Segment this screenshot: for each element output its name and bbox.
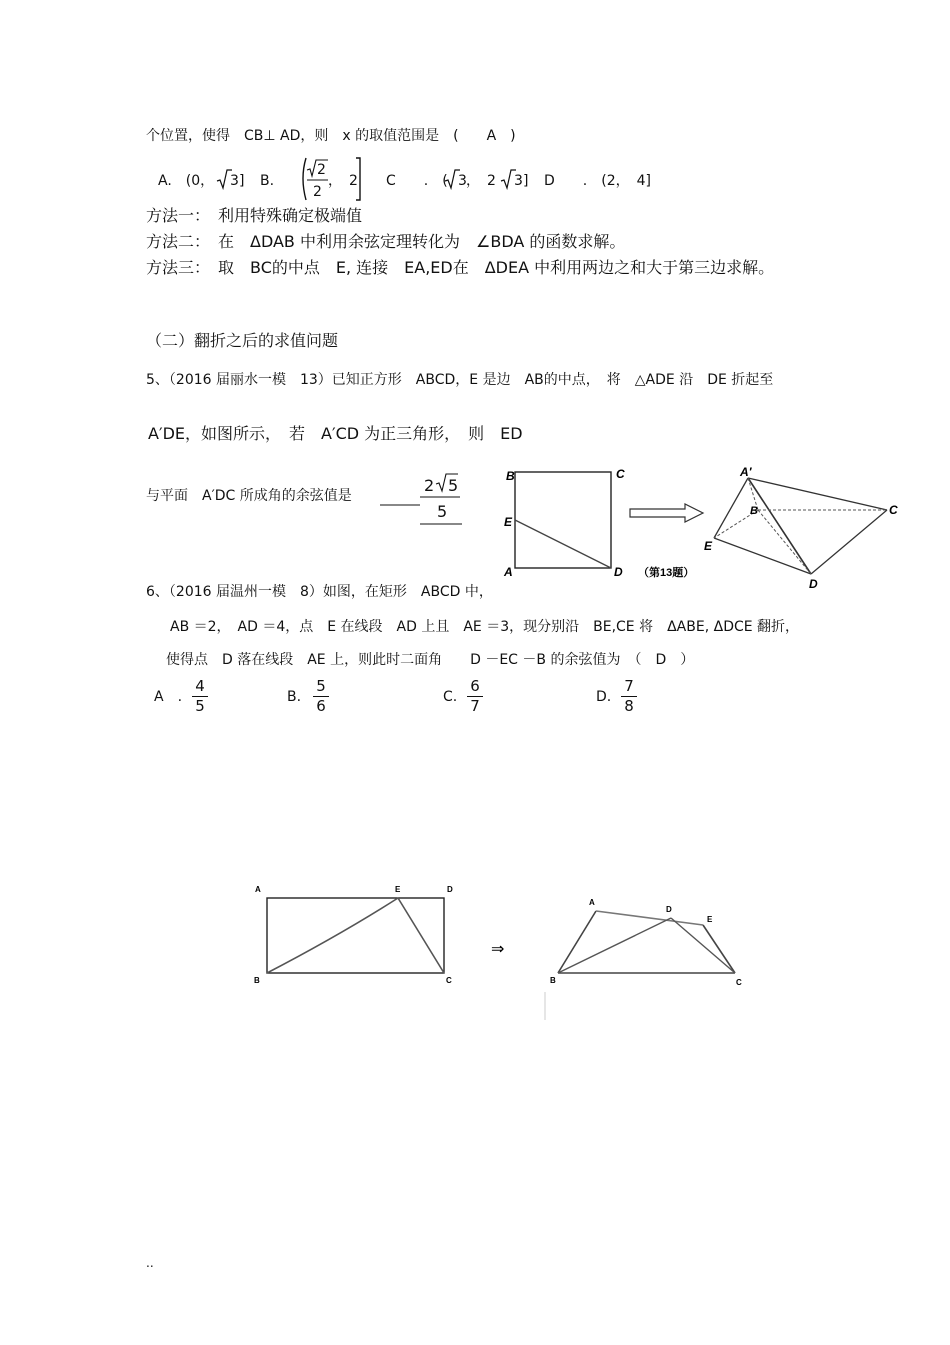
label-c: C xyxy=(446,976,452,985)
option-a-label: A. (0， xyxy=(158,173,215,189)
option-b-denominator: 2 xyxy=(313,184,322,200)
q5-line-3: 与平面 A′DC 所成角的余弦值是 xyxy=(146,488,352,504)
footer-dots: .. xyxy=(146,1256,154,1270)
section-heading: （二）翻折之后的求值问题 xyxy=(146,331,339,350)
q6-option-c-fraction: 6 7 xyxy=(467,678,483,715)
label-e-folded: E xyxy=(707,915,713,924)
label-e: E xyxy=(504,515,513,529)
method-one: 方法一： 利用特殊确定极端值 xyxy=(146,206,363,225)
label-c-folded: C xyxy=(736,978,742,987)
q6-option-d-fraction: 7 8 xyxy=(621,678,637,715)
q5-answer-root: 5 xyxy=(448,476,459,495)
implies-arrow-icon: ⇒ xyxy=(491,941,505,958)
q5-line-2: A′DE，如图所示， 若 A′CD 为正三角形， 则 ED xyxy=(148,424,523,443)
label-b-solid: B xyxy=(750,505,758,517)
folded-solid xyxy=(714,478,887,574)
label-a: A xyxy=(255,885,261,894)
label-d: D xyxy=(614,565,623,579)
label-b: B xyxy=(506,469,515,483)
option-c-label: C . ( xyxy=(386,173,448,189)
option-a-end: ] xyxy=(239,173,245,189)
figure-caption: （第13题） xyxy=(638,567,695,579)
option-a-root: 3 xyxy=(230,173,239,189)
q6-line-3: 使得点 D 落在线段 AE 上，则此时二面角 D －EC －B 的余弦值为 （ D ） xyxy=(166,652,695,668)
q5-line-1: 5、（2016 届丽水一模 13）已知正方形 ABCD，E 是边 AB的中点， 将 △ADE 沿 DE 折起至 xyxy=(146,372,774,388)
label-e-solid: E xyxy=(704,539,713,553)
label-a-prime: A′ xyxy=(740,465,752,479)
q6-option-d-label: D. xyxy=(596,689,612,705)
label-d: D xyxy=(447,885,453,894)
method-two: 方法二： 在 ΔDAB 中利用余弦定理转化为 ∠BDA 的函数求解。 xyxy=(146,232,626,251)
q6-line-2: AB ＝2， AD ＝4，点 E 在线段 AD 上且 AE ＝3，现分别沿 BE,CE 将 ΔABE, ΔDCE 翻折， xyxy=(170,619,800,635)
option-b-numerator-root: 2 xyxy=(317,162,326,178)
q5-figure xyxy=(500,462,910,592)
q6-option-c-label: C. xyxy=(443,689,458,705)
option-d-label: D . (2， 4] xyxy=(544,173,651,189)
q6-option-a-fraction: 4 5 xyxy=(192,678,208,715)
label-b-folded: B xyxy=(550,976,556,985)
q5-answer-coefficient: 2 xyxy=(424,476,435,495)
q6-figure xyxy=(250,880,750,1030)
option-c-end: ] xyxy=(523,173,529,189)
q6-option-a-label: A . xyxy=(154,689,183,705)
q6-option-b-fraction: 5 6 xyxy=(313,678,329,715)
right-arrow-icon xyxy=(630,504,703,522)
q5-answer-denominator: 5 xyxy=(437,502,448,521)
label-a-folded: A xyxy=(589,898,595,907)
option-b-label: B. xyxy=(260,173,275,189)
q6-option-b-label: B. xyxy=(287,689,302,705)
option-c-root-1: 3 xyxy=(458,173,467,189)
label-d-folded: D xyxy=(666,905,672,914)
label-a: A xyxy=(504,565,513,579)
method-three: 方法三： 取 BC的中点 E, 连接 EA,ED在 ΔDEA 中利用两边之和大于第三边求解。 xyxy=(146,258,775,277)
label-c: C xyxy=(616,467,625,481)
label-e: E xyxy=(395,885,401,894)
option-b-rest: ， 2 xyxy=(328,173,358,189)
question-text-line: 个位置，使得 CB⊥ AD，则 x 的取值范围是 ( A ) xyxy=(146,128,516,144)
option-c-mid: ， 2 xyxy=(466,173,496,189)
option-c-root-2: 3 xyxy=(514,173,523,189)
label-b: B xyxy=(254,976,260,985)
label-d-solid: D xyxy=(809,577,818,591)
q6-line-1: 6、（2016 届温州一模 8）如图，在矩形 ABCD 中， xyxy=(146,584,493,600)
label-c-solid: C xyxy=(889,503,898,517)
